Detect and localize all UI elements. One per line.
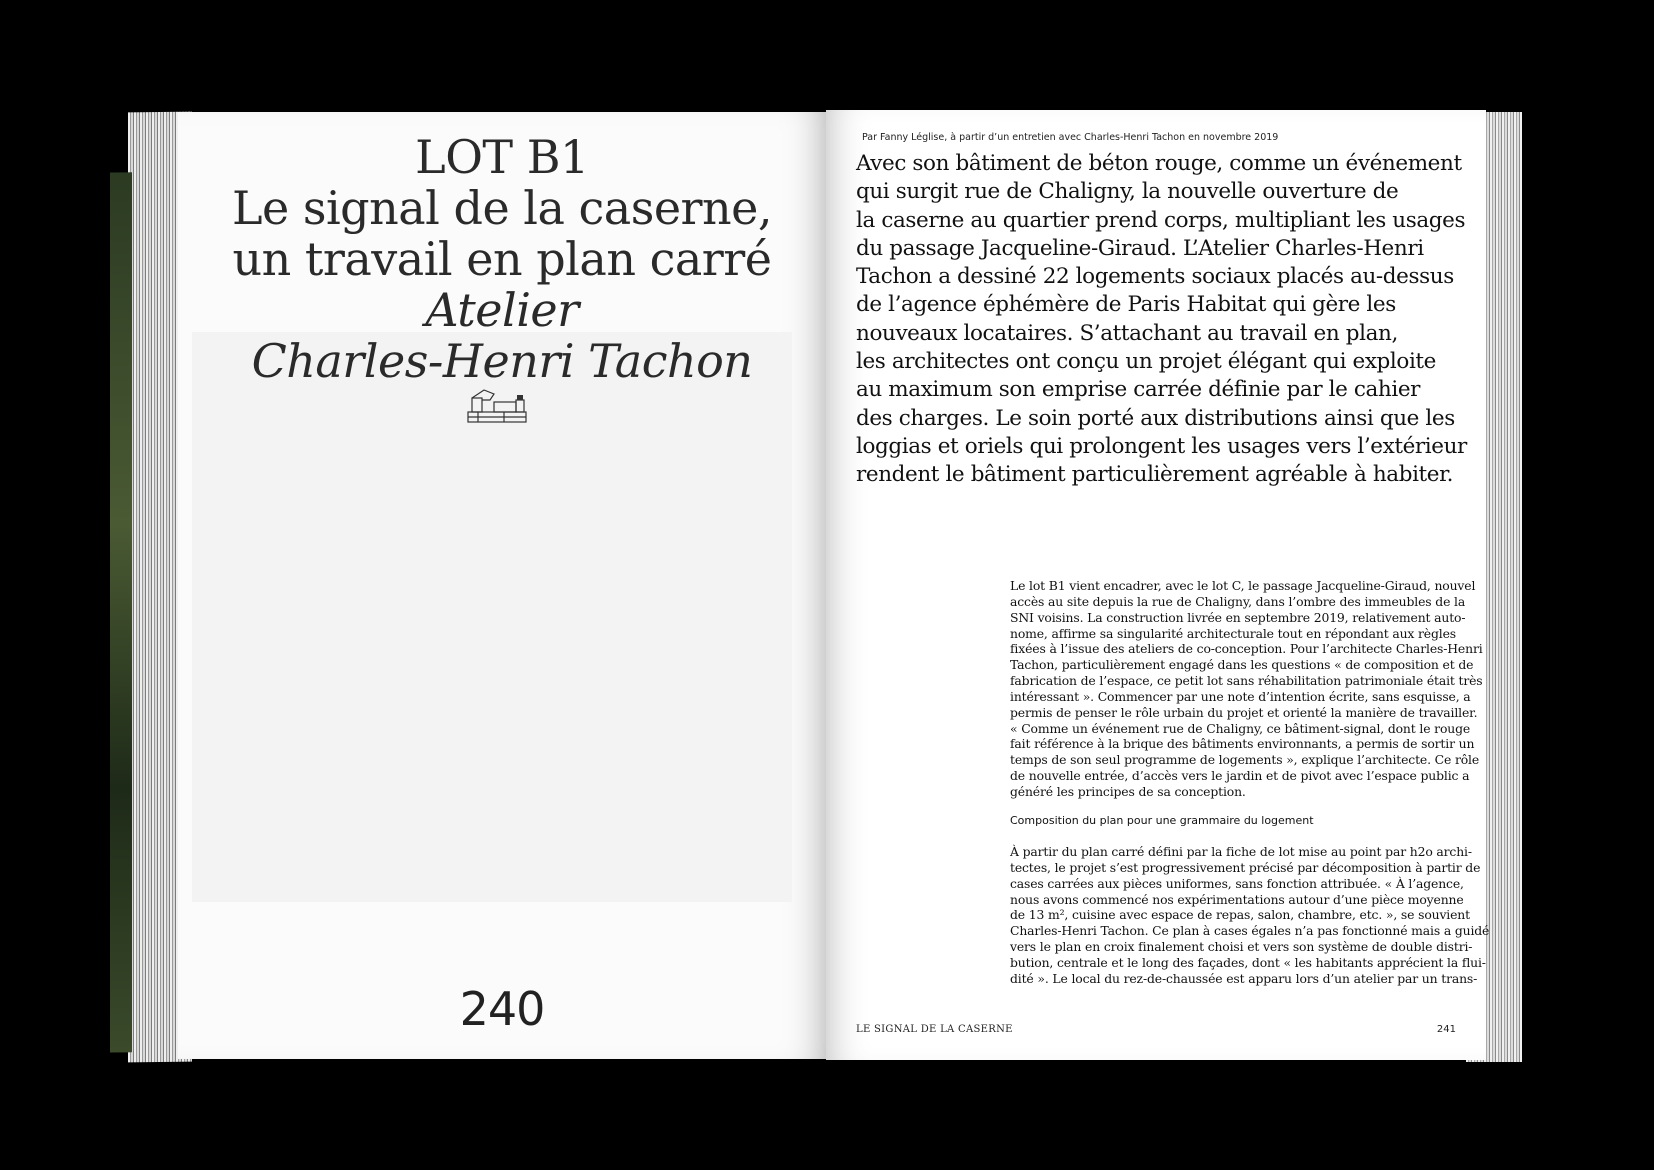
title-line: LOT B1: [415, 130, 589, 184]
title-line: Le signal de la caserne,: [231, 181, 773, 235]
left-page: [178, 112, 826, 1059]
page-number-left: 240: [459, 982, 545, 1036]
body-paragraph-2: [1010, 844, 1490, 987]
body-line: nous avons commencé nos expérimentations autour d’une pièce moyenne: [1010, 891, 1464, 907]
chapter-title: [178, 132, 826, 387]
lead-line: du passage Jacqueline-Giraud. L’Atelier Charles-Henri: [856, 235, 1424, 261]
body-line: bution, centrale et le long des façades, dont « les habitants apprécient la flui-: [1010, 954, 1486, 970]
lead-line: nouveaux locataires. S’attachant au travail en plan,: [856, 320, 1398, 346]
body-line: de nouvelle entrée, d’accès vers le jardin et de pivot avec l’espace public a: [1010, 768, 1470, 784]
body-line: vers le plan en croix finalement choisi et vers son système de double distri-: [1010, 939, 1473, 955]
lead-line: des charges. Le soin porté aux distributions ainsi que les: [856, 405, 1455, 431]
body-line: intéressant ». Commencer par une note d’intention écrite, sans esquisse, a: [1010, 688, 1471, 704]
lead-line: rendent le bâtiment particulièrement agréable à habiter.: [856, 462, 1454, 488]
lead-line: de l’agence éphémère de Paris Habitat qui gère les: [856, 292, 1396, 318]
building-lot-icon: [464, 386, 530, 426]
lead-line: les architectes ont conçu un projet élégant qui exploite: [856, 349, 1436, 375]
body-line: de 13 m², cuisine avec espace de repas, salon, chambre, etc. », se souvient: [1010, 907, 1470, 923]
body-line: accès au site depuis la rue de Chaligny, dans l’ombre des immeubles de la: [1010, 593, 1466, 609]
body-line: temps de son seul programme de logements », explique l’architecte. Ce rôle: [1010, 752, 1480, 768]
body-line: permis de penser le rôle urbain du projet et orienté la manière de travailler.: [1010, 704, 1478, 720]
body-line: cases carrées aux pièces uniformes, sans fonction attribuée. « À l’agence,: [1010, 875, 1464, 891]
body-line: SNI voisins. La construction livrée en septembre 2019, relativement auto-: [1010, 609, 1466, 625]
body-line: Le lot B1 vient encadrer, avec le lot C, le passage Jacqueline-Giraud, nouvel: [1010, 578, 1476, 593]
running-footer-title: LE SIGNAL DE LA CASERNE: [856, 1024, 1013, 1035]
lead-line: loggias et oriels qui prolongent les usages vers l’extérieur: [856, 433, 1467, 459]
right-page: [826, 110, 1490, 1060]
lead-line: la caserne au quartier prend corps, multipliant les usages: [856, 207, 1466, 233]
title-line: un travail en plan carré: [232, 232, 772, 286]
body-paragraph-1: [1010, 578, 1483, 800]
body-line: tectes, le projet s’est progressivement précisé par décomposition à partir de: [1010, 859, 1481, 875]
lead-line: au maximum son emprise carrée définie par le cahier: [856, 377, 1421, 403]
body-line: Tachon, particulièrement engagé dans les questions « de composition et de: [1010, 657, 1474, 673]
body-line: fait référence à la brique des bâtiments environnants, a permis de sortir un: [1010, 736, 1475, 752]
body-line: dité ». Le local du rez-de-chaussée est apparu lors d’un atelier par un trans-: [1010, 970, 1478, 986]
body-line: « Comme un événement rue de Chaligny, ce bâtiment-signal, dont le rouge: [1010, 720, 1471, 736]
lead-line: qui surgit rue de Chaligny, la nouvelle ouverture de: [856, 179, 1399, 205]
page-number-right: 241: [1436, 1024, 1456, 1035]
body-line: À partir du plan carré défini par la fiche de lot mise au point par h2o archi-: [1010, 844, 1472, 859]
lead-paragraph: [856, 150, 1467, 490]
book-cover-edge: [110, 172, 132, 1052]
body-line: généré les principes de sa conception.: [1010, 783, 1246, 799]
section-subheading: Composition du plan pour une grammaire du logement: [1010, 814, 1314, 827]
architect-line: Atelier: [425, 283, 579, 337]
architect-line: Charles-Henri Tachon: [251, 334, 753, 388]
body-line: nome, affirme sa singularité architecturale tout en répondant aux règles: [1010, 625, 1456, 641]
author-credit: Par Fanny Léglise, à partir d’un entretien avec Charles-Henri Tachon en novembre 2019: [862, 132, 1279, 143]
lead-line: Tachon a dessiné 22 logements sociaux placés au-dessus: [856, 264, 1454, 290]
body-line: fabrication de l’espace, ce petit lot sans réhabilitation patrimoniale était très: [1010, 673, 1483, 689]
lead-line: Avec son bâtiment de béton rouge, comme un événement: [856, 151, 1462, 176]
body-line: Charles-Henri Tachon. Ce plan à cases égales n’a pas fonctionné mais a guidé: [1010, 923, 1490, 939]
body-line: fixées à l’issue des ateliers de co-conception. Pour l’architecte Charles-Henri: [1010, 641, 1483, 657]
